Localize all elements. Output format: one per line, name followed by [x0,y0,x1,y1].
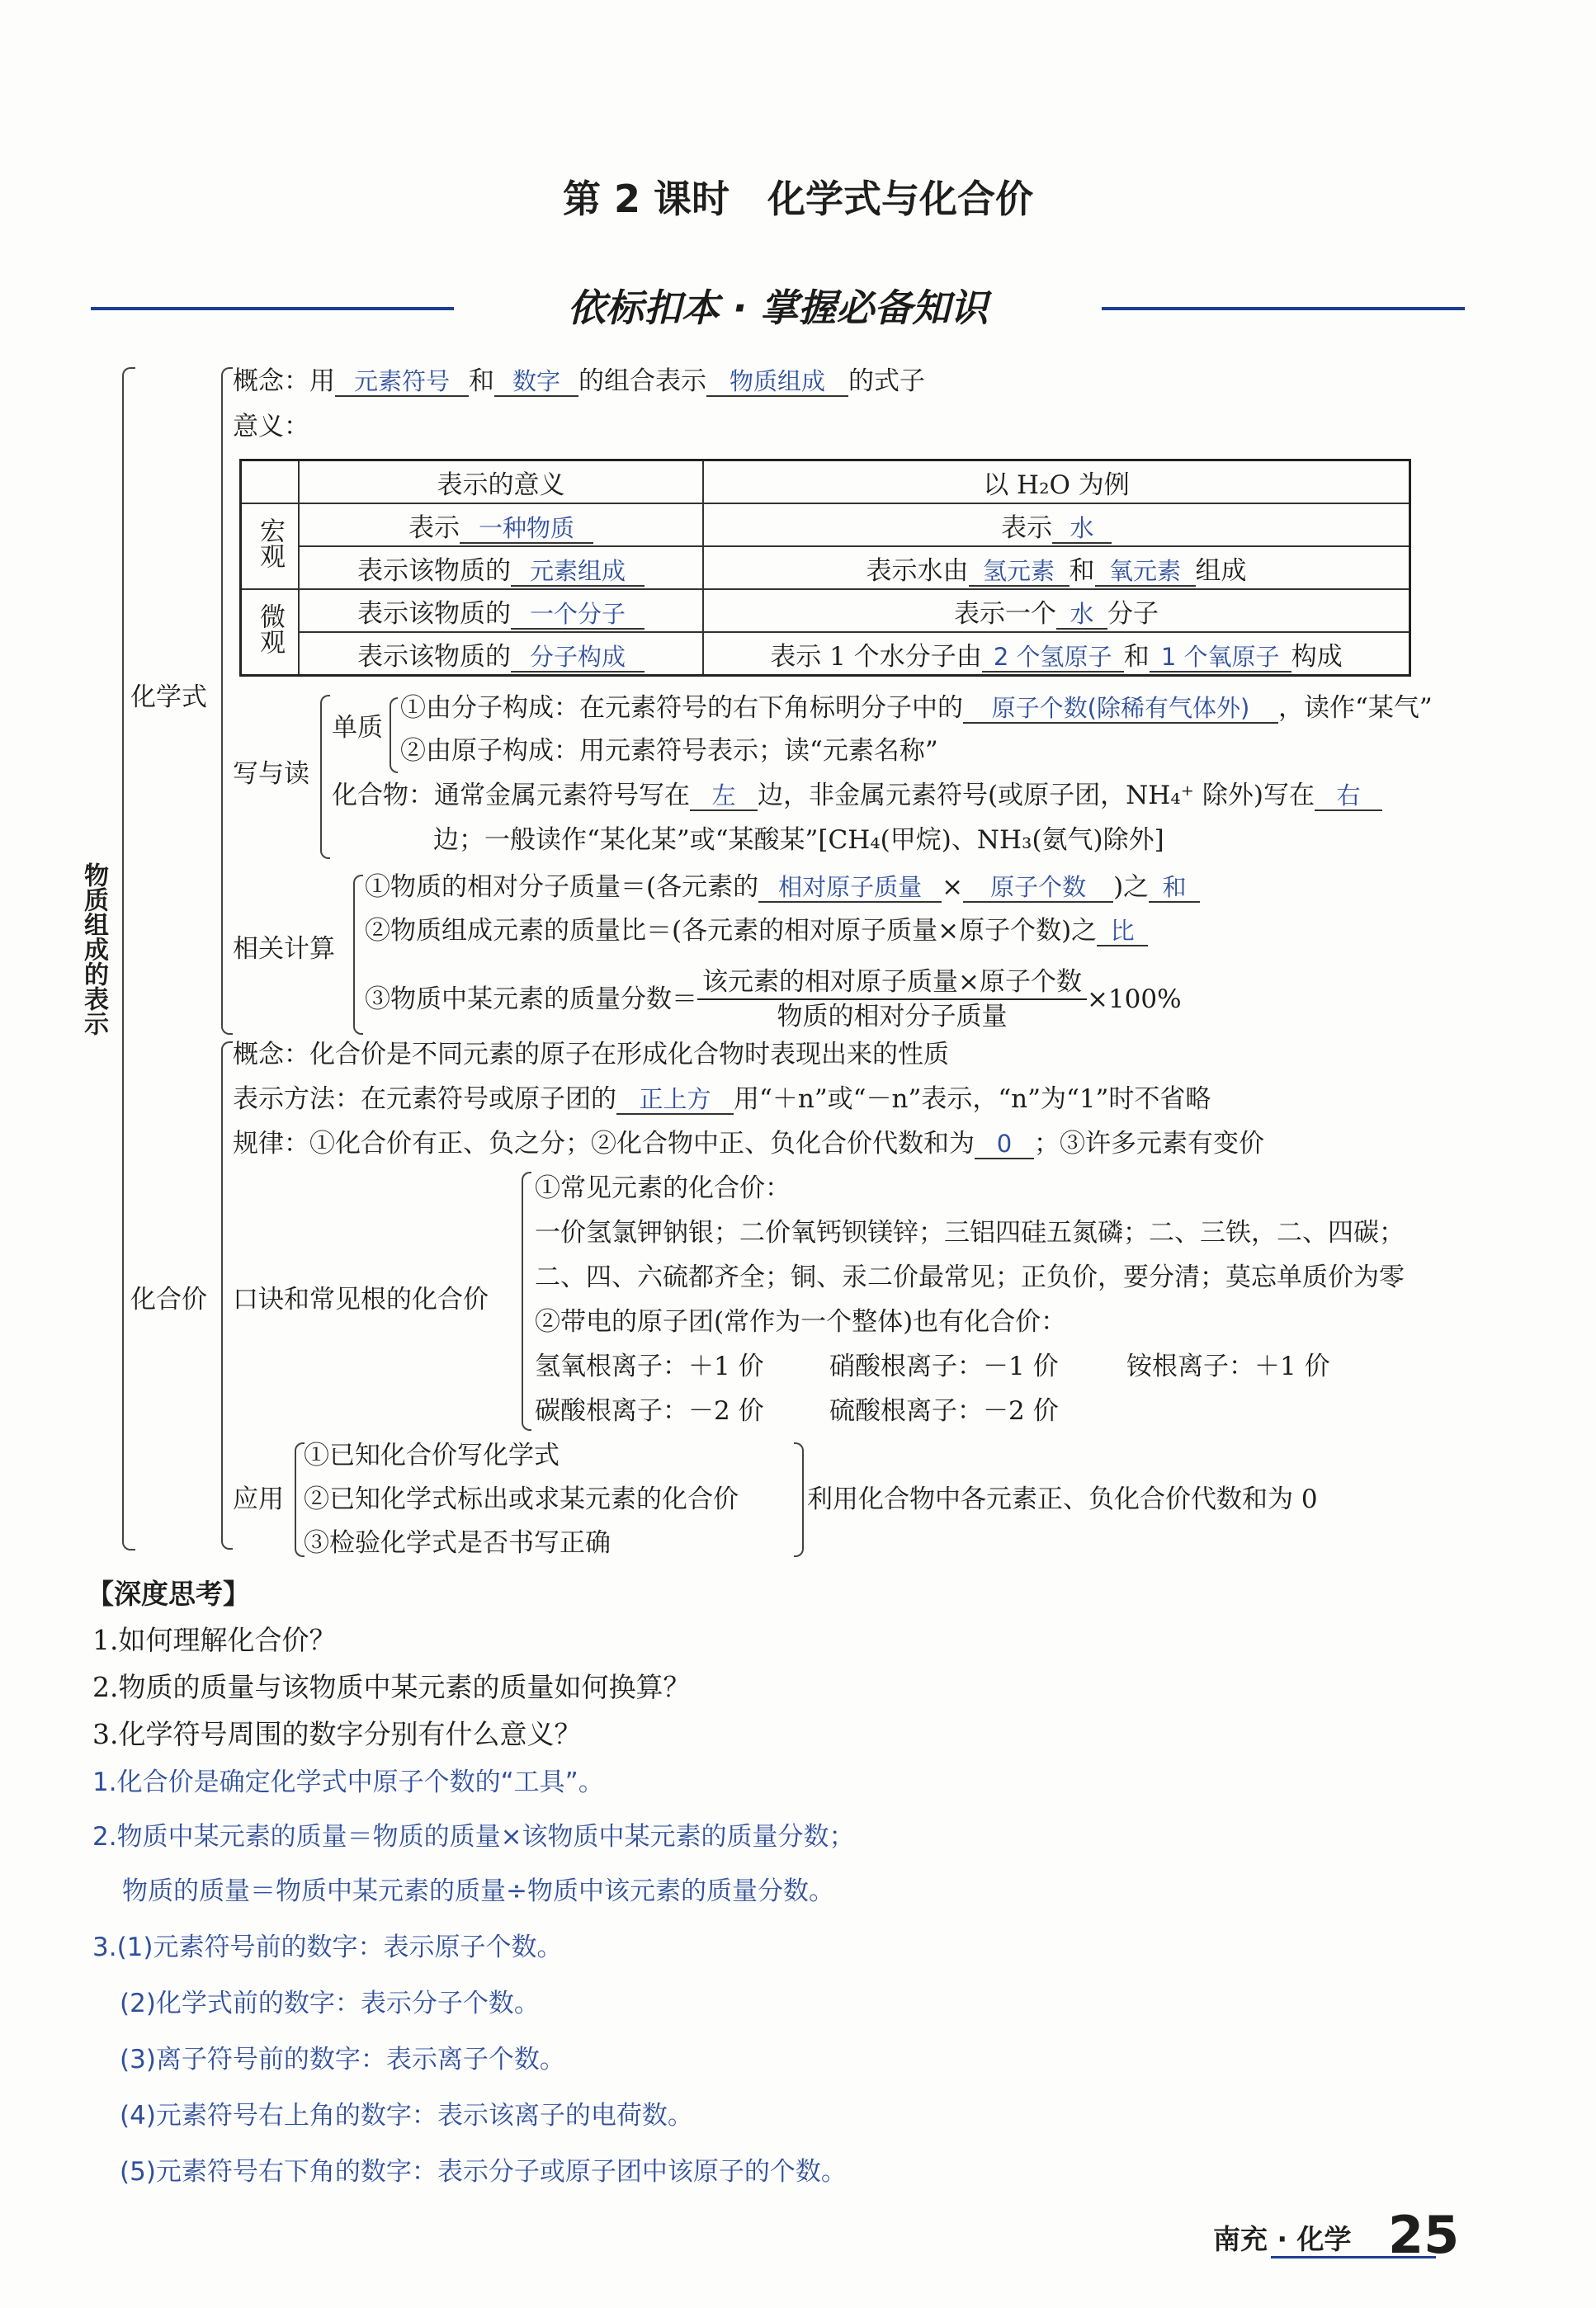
answer-3-2: (2)化学式前的数字：表示分子个数。 [120,1989,540,2018]
meaning-table [239,459,1411,677]
valence-method: 表示方法：在元素符号或原子团的 正上方 用“＋n”或“－n”表示，“n”为“1”时不省略 [233,1084,1211,1114]
apply-item-2: ②已知化学式标出或求某元素的化合价 [304,1484,739,1514]
apply-label: 应用 [233,1484,284,1514]
root-brace [122,367,135,1550]
apply-note: 利用化合物中各元素正、负化合价代数和为 0 [807,1484,1318,1514]
cell-left: 表示该物质的 一个分子 [299,589,703,632]
apply-item-1: ①已知化合价写化学式 [304,1441,560,1470]
mnemonic-line-3: 二、四、六硫都齐全；铜、汞二价最常见；正负价，要分清；莫忘单质价为零 [535,1263,1405,1292]
page-number: 25 [1388,2205,1460,2265]
apply-right-brace [794,1442,804,1557]
formula-brace [221,367,233,1035]
element-rule-1: ①由分子构成：在元素符号的右下角标明分子中的 原子个数(除稀有气体外) ，读作“某气” [400,693,1433,723]
mnemonic-line-4: ②带电的原子团(常作为一个整体)也有化合价： [535,1307,1067,1337]
apply-item-3: ③检验化学式是否书写正确 [304,1528,611,1558]
table-row [241,589,1410,632]
lesson-title: 第 2 课时 化学式与化合价 [562,177,1034,221]
cell-right: 表示 1 个水分子由 2 个氢原子 和 1 个氧原子 构成 [703,632,1410,676]
ion-ammonium: 铵根离子：＋1 价 [1126,1352,1330,1381]
cell-left: 表示该物质的 元素组成 [299,546,703,589]
header-meaning: 表示的意义 [299,460,703,504]
mnemonic-line-2: 一价氢氯钾钠银；二价氧钙钡镁锌；三铝四硅五氮磷；二、三铁，二、四碳； [535,1218,1405,1248]
table-header-row [241,460,1410,504]
valence-rule: 规律：①化合价有正、负之分；②化合物中正、负化合价代数和为 0 ；③许多元素有变价 [233,1129,1264,1159]
calc-2: ②物质组成元素的质量比＝(各元素的相对原子质量×原子个数)之 比 [365,914,1148,947]
ion-carbonate: 碳酸根离子：－2 价 [535,1396,764,1426]
element-label: 单质 [332,713,383,743]
deep-heading: 【深度思考】 [87,1578,250,1610]
header-example: 以 H₂O 为例 [703,460,1410,504]
compound-rule-2: 边；一般读作“某化某”或“某酸某”[CH₄(甲烷)、NH₃(氨气)除外] [433,825,1164,855]
footer [1205,2205,1551,2269]
write-read-brace [320,695,330,859]
banner [91,279,1465,337]
cell-left: 表示 一种物质 [299,503,703,546]
footer-region: 南充 · 化学 [1213,2223,1352,2255]
table-row [241,632,1410,676]
answer-3-5: (5)元素符号右下角的数字：表示分子或原子团中该原子的个数。 [120,2157,847,2187]
answer-1: 1.化合价是确定化学式中原子个数的“工具”。 [92,1768,604,1797]
mnemonic-line-1: ①常见元素的化合价： [535,1173,791,1203]
banner-text: 依标扣本 · 掌握必备知识 [567,286,989,330]
formula-label: 化学式 [130,682,207,712]
cell-right: 表示 水 [703,503,1410,546]
question-1: 1.如何理解化合价？ [92,1624,337,1656]
banner-line-right [1102,307,1465,310]
answer-3-4: (4)元素符号右上角的数字：表示该离子的电荷数。 [120,2101,693,2131]
calc-brace [353,875,363,1035]
answer-3-3: (3)离子符号前的数字：表示离子个数。 [120,2045,565,2074]
banner-line-left [91,307,454,310]
table-row [241,546,1410,589]
mass-fraction: $\frac{\text{该元素的相对原子质量×原子个数}}{\text{物质的相对分子质量}}$ [697,965,1087,1033]
corner-cell [241,460,300,504]
table-row [241,503,1410,546]
ion-sulfate: 硫酸根离子：－2 价 [829,1396,1059,1426]
answer-2b: 物质的质量＝物质中某元素的质量÷物质中该元素的质量分数。 [122,1876,834,1906]
cell-left: 表示该物质的 分子构成 [299,632,703,676]
ion-hydroxide: 氢氧根离子：＋1 价 [535,1352,764,1381]
valence-brace [221,1041,233,1550]
compound-rule: 化合物：通常金属元素符号写在 左 边，非金属元素符号(或原子团，NH₄⁺ 除外)写在 右 [332,779,1382,812]
valence-concept: 概念：化合价是不同元素的原子在形成化合物时表现出来的性质 [233,1040,949,1069]
group-micro: 微观 [241,589,300,676]
cell-right: 表示一个 水 分子 [703,589,1410,632]
write-read-label: 写与读 [233,759,309,789]
mnemonic-brace [522,1172,531,1431]
cell-right: 表示水由 氢元素 和 氧元素 组成 [703,546,1410,589]
meaning-label: 意义： [233,412,309,441]
group-macro: 宏观 [241,503,300,589]
ion-nitrate: 硝酸根离子：－1 价 [829,1352,1059,1381]
answer-2: 2.物质中某元素的质量＝物质的质量×该物质中某元素的质量分数； [92,1822,855,1852]
question-2: 2.物质的质量与该物质中某元素的质量如何换算？ [92,1671,691,1703]
formula-concept: 概念：用 元素符号 和 数字 的组合表示 物质组成 的式子 [233,366,925,396]
mnemonic-label: 口诀和常见根的化合价 [233,1285,489,1314]
element-rule-2: ②由原子构成：用元素符号表示；读“元素名称” [400,736,938,766]
calc-1: ①物质的相对分子质量＝(各元素的 相对原子质量 × 原子个数 )之 和 [365,871,1200,904]
valence-label: 化合价 [130,1285,207,1314]
answer-3: 3.(1)元素符号前的数字：表示原子个数。 [92,1933,563,1962]
root-label: 物质组成的表示 [79,862,108,1036]
calc-3: ③物质中某元素的质量分数＝ $\frac{\text{该元素的相对原子质量×原子个数}}{\text{物质的相对分子质量}}$ ×100% [365,967,1182,1031]
calc-label: 相关计算 [233,934,335,964]
element-brace [390,697,398,773]
question-3: 3.化学符号周围的数字分别有什么意义？ [92,1718,582,1750]
